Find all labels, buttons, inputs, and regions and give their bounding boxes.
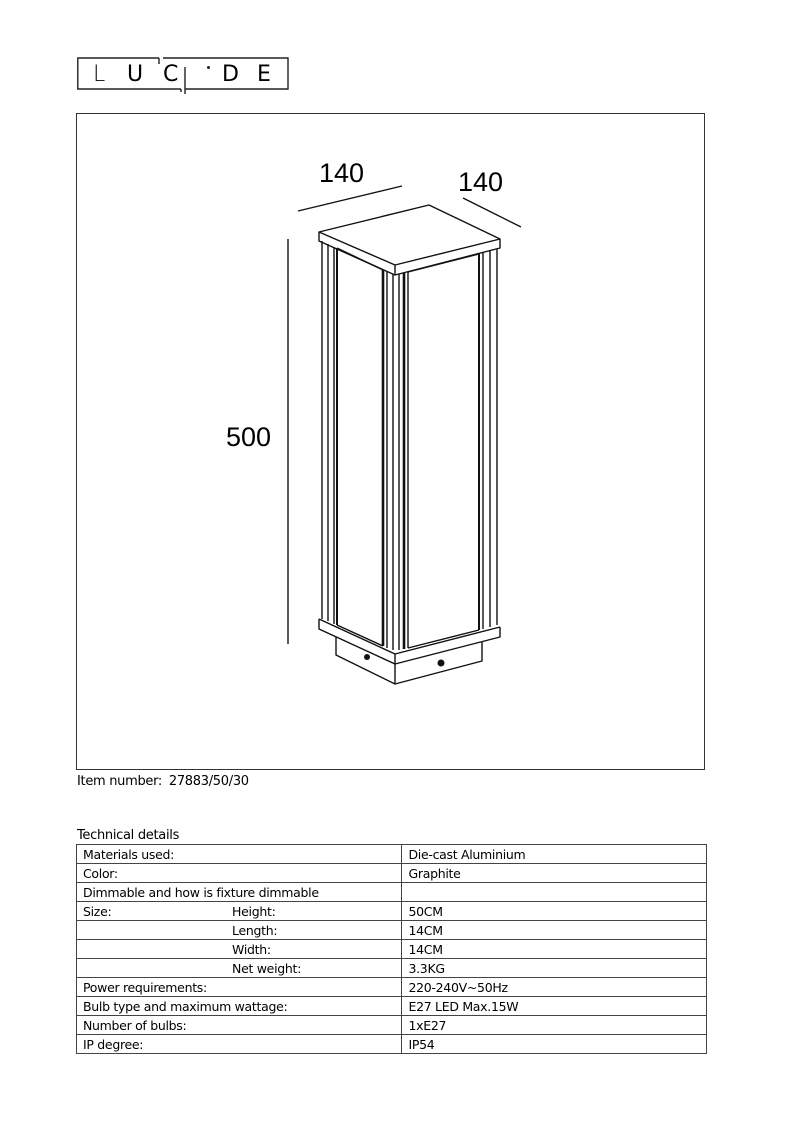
row-value: E27 LED Max.15W bbox=[402, 997, 707, 1016]
row-value: Die-cast Aluminium bbox=[402, 845, 707, 864]
row-label: Power requirements: bbox=[77, 978, 402, 997]
screw-icon bbox=[438, 660, 445, 667]
table-row-size-height bbox=[77, 902, 707, 921]
row-value: 1xE27 bbox=[402, 1016, 707, 1035]
table-row-bulb-type bbox=[77, 997, 707, 1016]
row-value: Graphite bbox=[402, 864, 707, 883]
table-row-color bbox=[77, 864, 707, 883]
row-label: Bulb type and maximum wattage: bbox=[77, 997, 402, 1016]
row-label: Number of bulbs: bbox=[77, 1016, 402, 1035]
logo-letter-e: E bbox=[257, 62, 271, 87]
row-label bbox=[77, 940, 227, 959]
row-value: 14CM bbox=[402, 940, 707, 959]
length-dimension-line bbox=[298, 186, 402, 211]
height-dimension-label: 500 bbox=[226, 422, 272, 452]
logo-dot-i-icon bbox=[207, 66, 210, 69]
row-label: IP degree: bbox=[77, 1035, 402, 1054]
row-label: Dimmable and how is fixture dimmable bbox=[77, 883, 402, 902]
row-value bbox=[402, 883, 707, 902]
row-value: IP54 bbox=[402, 1035, 707, 1054]
row-label: Color: bbox=[77, 864, 402, 883]
table-row-size-width bbox=[77, 940, 707, 959]
row-label bbox=[77, 959, 227, 978]
row-sublabel: Width: bbox=[226, 940, 402, 959]
row-value: 3.3KG bbox=[402, 959, 707, 978]
table-row-size-length bbox=[77, 921, 707, 940]
item-number bbox=[77, 774, 249, 789]
row-value: 50CM bbox=[402, 902, 707, 921]
lucide-logo bbox=[77, 56, 289, 94]
row-value: 14CM bbox=[402, 921, 707, 940]
row-sublabel: Height: bbox=[226, 902, 402, 921]
technical-drawing bbox=[76, 113, 705, 770]
table-row-power bbox=[77, 978, 707, 997]
logo-letter-l: L bbox=[93, 62, 106, 87]
lamp-drawing-icon bbox=[77, 114, 706, 771]
table-row-materials bbox=[77, 845, 707, 864]
item-number-label: Item number: bbox=[77, 774, 163, 789]
row-label: Size: bbox=[77, 902, 227, 921]
row-label: Materials used: bbox=[77, 845, 402, 864]
row-sublabel: Net weight: bbox=[226, 959, 402, 978]
table-row-net-weight bbox=[77, 959, 707, 978]
logo-letter-d: D bbox=[222, 62, 239, 87]
table-row-number-of-bulbs bbox=[77, 1016, 707, 1035]
row-value: 220-240V~50Hz bbox=[402, 978, 707, 997]
table-row-dimmable bbox=[77, 883, 707, 902]
technical-details-table bbox=[76, 844, 707, 1054]
logo-letter-u: U bbox=[127, 62, 144, 87]
row-label bbox=[77, 921, 227, 940]
width-dimension-label: 140 bbox=[458, 167, 504, 197]
width-dimension-line bbox=[463, 198, 521, 227]
row-sublabel: Length: bbox=[226, 921, 402, 940]
item-number-value: 27883/50/30 bbox=[168, 774, 249, 789]
length-dimension-label: 140 bbox=[319, 158, 365, 188]
technical-details-title: Technical details bbox=[77, 828, 180, 843]
table-row-ip-degree bbox=[77, 1035, 707, 1054]
logo-letter-c: C bbox=[163, 62, 179, 87]
screw-icon bbox=[364, 654, 370, 660]
